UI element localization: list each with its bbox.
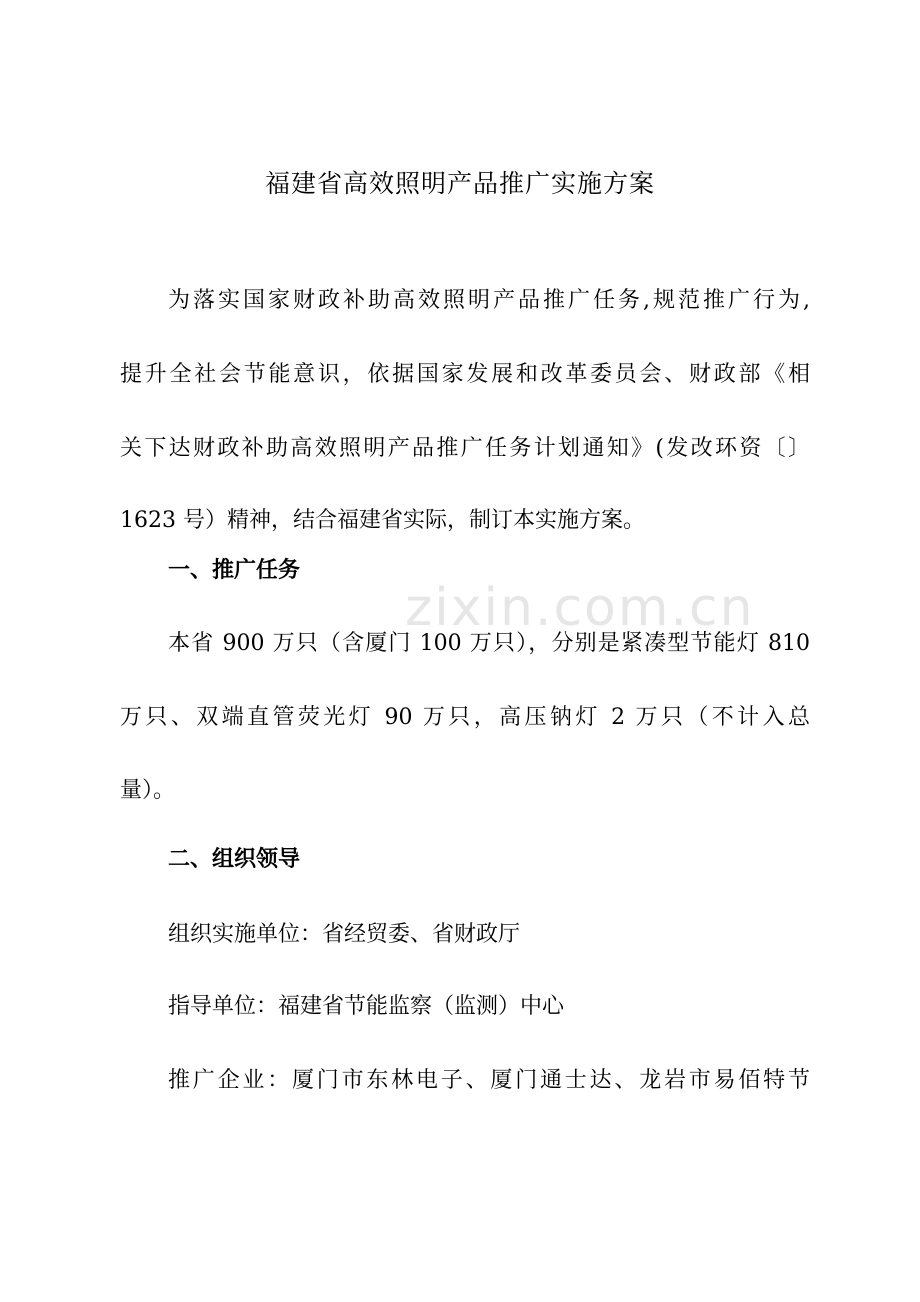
intro-line-4: 1623 号）精神，结合福建省实际，制订本实施方案。 — [120, 508, 645, 533]
intro-line-3: 关下达财政补助高效照明产品推广任务计划通知》(发改环资〔〕 — [120, 436, 810, 461]
tasks-line-3: 量）。 — [120, 778, 176, 803]
section-heading-leadership: 二、组织领导 — [168, 847, 301, 872]
leadership-line-1: 组织实施单位：省经贸委、省财政厅 — [168, 922, 521, 947]
section-heading-tasks: 一、推广任务 — [168, 558, 301, 583]
leadership-line-2: 指导单位：福建省节能监察（监测）中心 — [168, 994, 565, 1019]
document-title: 福建省高效照明产品推广实施方案 — [264, 169, 655, 198]
tasks-line-1: 本省 900 万只（含厦门 100 万只），分别是紧凑型节能灯 810 — [168, 631, 810, 656]
watermark: zixin.com.cn — [405, 578, 755, 638]
intro-line-2: 提升全社会节能意识，依据国家发展和改革委员会、财政部《相 — [120, 362, 810, 387]
intro-line-1: 为落实国家财政补助高效照明产品推广任务,规范推广行为, — [168, 288, 810, 313]
tasks-line-2: 万只、双端直管荧光灯 90 万只，高压钠灯 2 万只（不计入总 — [120, 705, 810, 730]
leadership-line-3: 推广企业：厦门市东林电子、厦门通士达、龙岩市易佰特节 — [168, 1068, 810, 1093]
